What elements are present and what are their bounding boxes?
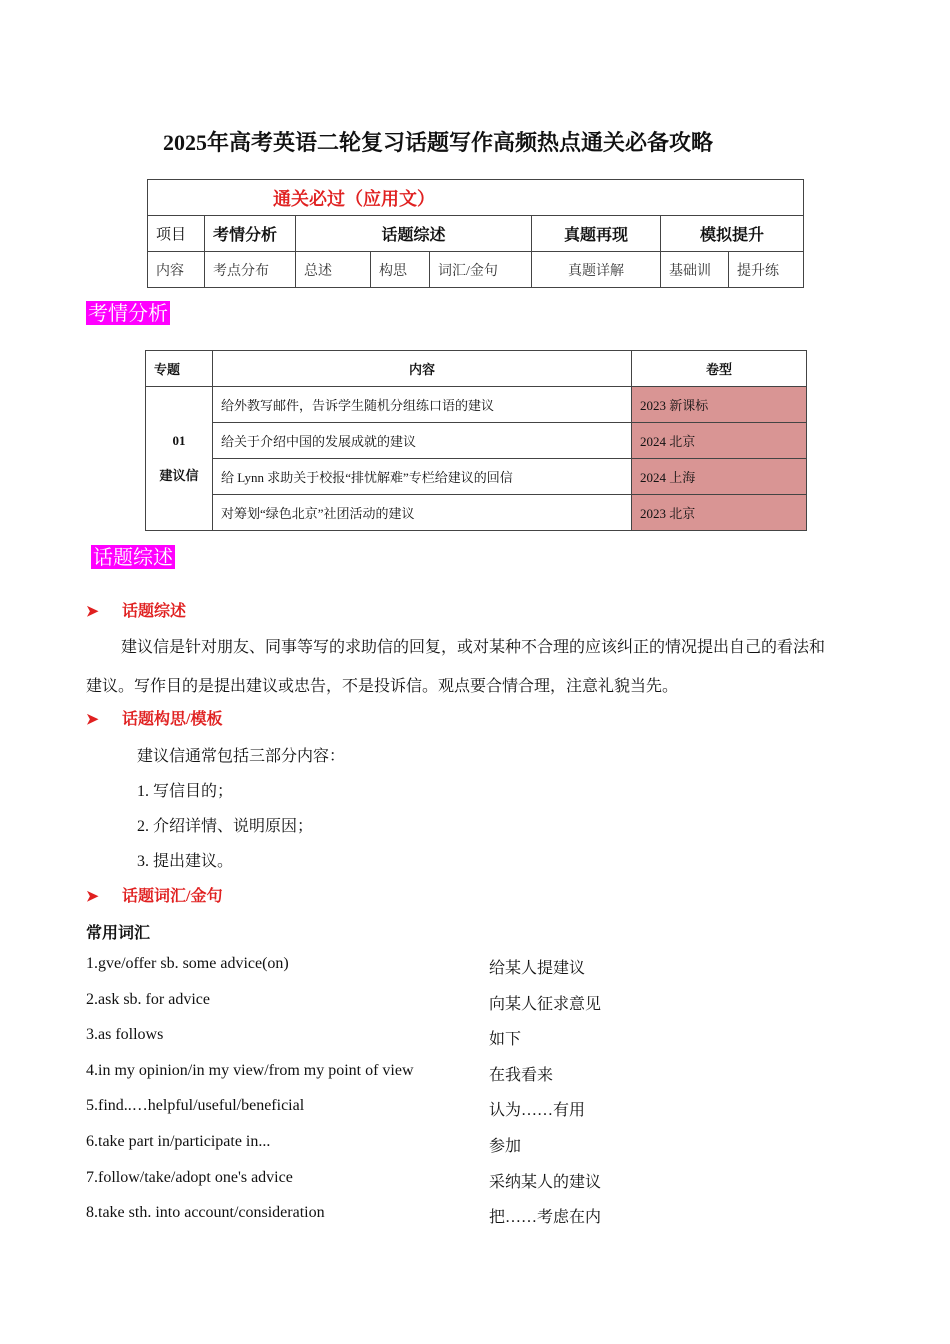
topic-name: 建议信 [159,468,199,483]
overview-col-mock: 模拟提升 [661,216,804,252]
document-title: 2025年高考英语二轮复习话题写作高频热点通关必备攻略 [162,130,713,155]
overview-header: 通关必过（应用文） [148,180,804,216]
vocab-en: 8.take sth. into account/consideration [86,1204,325,1221]
overview-cell: 词汇/金句 [430,252,532,288]
exam-paper: 2023 新课标 [632,387,807,423]
vocab-zh: 在我看来 [489,1067,554,1084]
structure-item: 1. 写信目的； [137,783,234,800]
vocab-zh: 参加 [489,1138,522,1155]
exam-paper: 2024 上海 [632,459,807,495]
exam-content: 对筹划“绿色北京”社团活动的建议 [213,495,632,531]
overview-col-real: 真题再现 [532,216,661,252]
vocab-en: 2.ask sb. for advice [86,991,210,1008]
exam-header-content: 内容 [213,351,632,387]
overview-row-label: 项目 [148,216,205,252]
subheading-structure [86,706,222,729]
subheading-text: 话题词汇/金句 [122,888,223,905]
overview-col-topic: 话题综述 [296,216,532,252]
overview-cell: 真题详解 [532,252,661,288]
vocab-en: 3.as follows [86,1026,164,1043]
exam-paper: 2023 北京 [632,495,807,531]
vocab-zh: 给某人提建议 [489,960,586,977]
overview-cell: 构思 [371,252,430,288]
vocab-en: 5.find..…helpful/useful/beneficial [86,1097,305,1114]
overview-cell: 考点分布 [205,252,296,288]
exam-content: 给 Lynn 求助关于校报“排忧解难”专栏给建议的回信 [213,459,632,495]
section-heading-exam: 考情分析 [88,301,168,325]
overview-col-exam: 考情分析 [205,216,296,252]
structure-item: 2. 介绍详情、说明原因； [137,818,314,835]
exam-topic-cell [146,387,213,531]
vocab-en: 1.gve/offer sb. some advice(on) [86,955,289,972]
exam-paper: 2024 北京 [632,423,807,459]
overview-row-label: 内容 [148,252,205,288]
vocab-zh: 如下 [489,1031,522,1048]
subheading-vocab [86,883,222,906]
vocab-en: 6.take part in/participate in... [86,1133,271,1150]
structure-intro: 建议信通常包括三部分内容： [137,748,346,765]
exam-content: 给外教写邮件，告诉学生随机分组练口语的建议 [213,387,632,423]
exam-analysis-table [145,350,807,531]
arrow-bullet-icon: ➤ [86,889,99,905]
vocab-en: 7.follow/take/adopt one's advice [86,1169,293,1186]
overview-table [147,179,804,288]
structure-item: 3. 提出建议。 [137,853,234,870]
section-heading-topic: 话题综述 [93,545,173,569]
overview-cell: 提升练 [729,252,804,288]
subheading-text: 话题综述 [122,603,187,620]
exam-content: 给关于介绍中国的发展成就的建议 [213,423,632,459]
overview-paragraph-line1: 建议信是针对朋友、同事等写的求助信的回复，或对某种不合理的应该纠正的情况提出自己的看法和 [121,639,826,656]
subheading-text: 话题构思/模板 [122,711,223,728]
vocab-zh: 向某人征求意见 [489,996,602,1013]
arrow-bullet-icon: ➤ [86,604,99,620]
exam-header-paper: 卷型 [632,351,807,387]
overview-cell: 基础训 [661,252,729,288]
vocab-zh: 采纳某人的建议 [489,1174,602,1191]
vocab-zh: 把……考虑在内 [489,1209,602,1226]
arrow-bullet-icon: ➤ [86,712,99,728]
subheading-overview [86,598,186,621]
vocab-zh: 认为……有用 [489,1102,586,1119]
vocab-heading: 常用词汇 [86,925,151,942]
topic-number: 01 [172,433,186,448]
overview-paragraph-line2: 建议。写作目的是提出建议或忠告，不是投诉信。观点要合情合理，注意礼貌当先。 [86,678,679,695]
vocab-en: 4.in my opinion/in my view/from my point of view [86,1062,414,1079]
overview-cell: 总述 [296,252,371,288]
exam-header-topic: 专题 [146,351,213,387]
